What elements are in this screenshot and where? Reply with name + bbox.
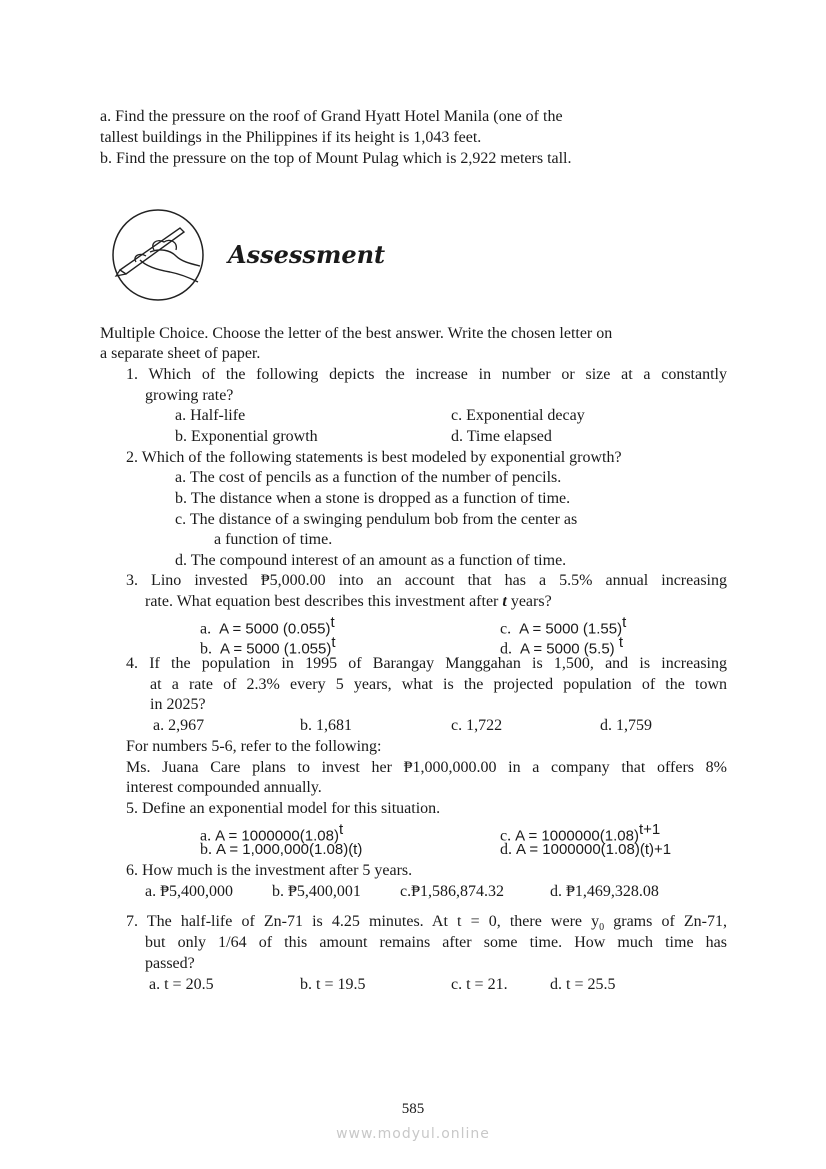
hand-writing-pencil-icon: [110, 208, 206, 304]
watermark: www.modyul.online: [336, 1126, 490, 1142]
q5-option-b: b. A = 1,000,000(1.08)(t): [200, 841, 363, 858]
q1-stem-cont: growing rate?: [145, 387, 234, 404]
q7-stem-cont2: passed?: [145, 955, 195, 972]
q5-option-c: c. $A = 1000000(1.08)^{t+1}$: [500, 821, 661, 845]
q4-stem-cont: at a rate of 2.3% every 5 years, what is the projected population of the town: [150, 676, 727, 693]
q1-stem: 1. Which of the following depicts the increase in number or size at a constantly: [126, 366, 727, 383]
q6-option-b: b. ₱5,400,001: [272, 883, 361, 900]
intro-a-line1: a. Find the pressure on the roof of Grand Hyatt Hotel Manila (one of the: [100, 108, 563, 125]
reference-line3: interest compounded annually.: [126, 779, 322, 796]
q4-option-b: b. 1,681: [300, 717, 352, 734]
intro-a-line2: tallest buildings in the Philippines if its height is 1,043 feet.: [100, 129, 482, 146]
q7-option-b: b. t = 19.5: [300, 976, 366, 993]
q2-option-d: d. The compound interest of an amount as a function of time.: [175, 552, 567, 569]
q4-option-c: c. 1,722: [451, 717, 503, 734]
q7-option-d: d. t = 25.5: [550, 976, 616, 993]
q5-option-d: d. A = 1000000(1.08)(t)+1: [500, 841, 672, 858]
q6-stem: 6. How much is the investment after 5 years.: [126, 862, 413, 879]
q6-option-d: d. ₱1,469,328.08: [550, 883, 659, 900]
q2-option-b: b. The distance when a stone is dropped as a function of time.: [175, 490, 571, 507]
q7-option-c: c. t = 21.: [451, 976, 508, 993]
q3-option-c: c. A = 5000 $(1.55)^t$: [500, 614, 627, 638]
instructions-line2: a separate sheet of paper.: [100, 345, 261, 362]
section-title: Assessment: [228, 240, 386, 269]
q1-option-c: c. Exponential decay: [451, 407, 585, 424]
q6-option-a: a. ₱5,400,000: [145, 883, 233, 900]
q5-stem: 5. Define an exponential model for this situation.: [126, 800, 441, 817]
q4-option-a: a. 2,967: [153, 717, 205, 734]
q2-option-c-cont: a function of time.: [214, 531, 333, 548]
q3-option-d: d. A = 5000 (5.5) $^t$: [500, 634, 623, 658]
q1-option-a: a. Half-life: [175, 407, 246, 424]
q3-text-end: years?: [506, 593, 552, 610]
q5-option-a: a. $A = 1000000(1.08)^t$: [200, 821, 344, 845]
reference-line2: Ms. Juana Care plans to invest her ₱1,000,000.00 in a company that offers 8%: [126, 759, 727, 776]
q3-variable-t: t: [502, 593, 507, 610]
q3-option-b: b. A = 5000 $(1.055)^t$: [200, 634, 336, 658]
q1-option-b: b. Exponential growth: [175, 428, 318, 445]
q2-option-a: a. The cost of pencils as a function of the number of pencils.: [175, 469, 562, 486]
q3-stem: 3. Lino invested ₱5,000.00 into an account that has a 5.5% annual increasing: [126, 572, 727, 589]
q2-stem: 2. Which of the following statements is best modeled by exponential growth?: [126, 449, 622, 466]
q7-stem-cont: but only 1/64 of this amount remains after some time. How much time has: [145, 934, 727, 951]
q1-option-d: d. Time elapsed: [451, 428, 552, 445]
q7-option-a: a. t = 20.5: [149, 976, 214, 993]
q4-option-d: d. 1,759: [600, 717, 652, 734]
q4-stem-cont2: in 2025?: [150, 696, 206, 713]
intro-b: b. Find the pressure on the top of Mount Pulag which is 2,922 meters tall.: [100, 150, 572, 167]
q2-option-c: c. The distance of a swinging pendulum bob from the center as: [175, 511, 578, 528]
q4-stem: 4. If the population in 1995 of Barangay Manggahan is 1,500, and is increasing: [126, 655, 727, 672]
q3-text: rate. What equation best describes this investment after: [145, 593, 503, 610]
instructions-line1: Multiple Choice. Choose the letter of the best answer. Write the chosen letter on: [100, 325, 613, 342]
q3-option-a: a. A = 5000 $(0.055)^t$: [200, 614, 335, 638]
q3-stem-cont: [145, 592, 552, 612]
q7-stem: 7. The half-life of Zn-71 is 4.25 minutes. At t = 0, there were $y_0$ grams of Zn-71,: [126, 913, 727, 934]
page-number: 585: [401, 1101, 425, 1117]
reference-line1: For numbers 5-6, refer to the following:: [126, 738, 382, 755]
q6-option-c: c.₱1,586,874.32: [400, 883, 504, 900]
